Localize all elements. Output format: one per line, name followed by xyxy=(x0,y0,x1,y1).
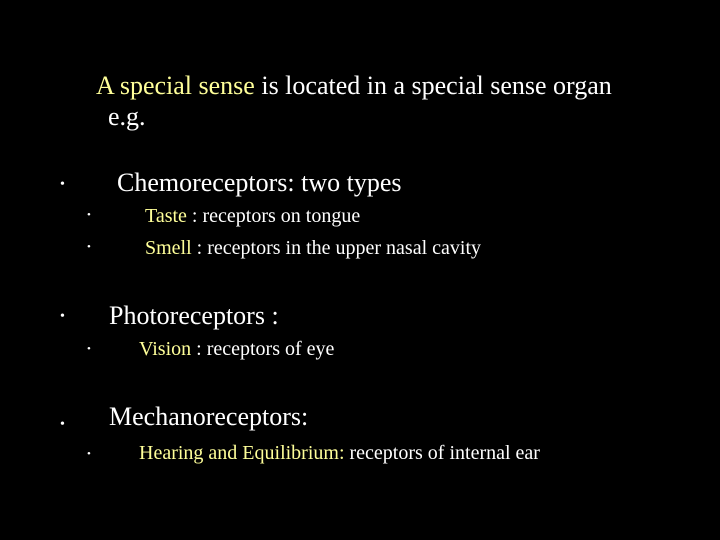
desc-taste: : receptors on tongue xyxy=(186,205,361,227)
desc-smell: : receptors in the upper nasal cavity xyxy=(191,237,482,259)
intro-line-2: e.g. xyxy=(108,102,146,131)
heading-chemoreceptors: Chemoreceptors: two types xyxy=(117,168,402,197)
bullet-icon: • xyxy=(60,177,65,192)
term-taste: Taste xyxy=(145,205,187,227)
intro-line-1 xyxy=(96,73,612,99)
sub-item-hearing xyxy=(139,443,540,463)
bullet-icon: • xyxy=(87,241,91,253)
bullet-icon: • xyxy=(87,448,91,460)
bullet-icon: • xyxy=(87,343,91,355)
term-vision: Vision xyxy=(139,338,192,360)
sub-item-smell xyxy=(145,238,481,258)
desc-vision: : receptors of eye xyxy=(191,338,335,360)
bullet-icon: • xyxy=(60,309,65,324)
intro-highlight: A special sense xyxy=(96,71,255,100)
intro-text: is located in a special sense organ xyxy=(254,71,612,100)
term-hearing-equilibrium: Hearing and Equilibrium: xyxy=(139,442,345,464)
term-smell: Smell xyxy=(145,237,192,259)
bullet-icon: • xyxy=(87,209,91,221)
desc-hearing: receptors of internal ear xyxy=(344,442,540,464)
heading-mechanoreceptors: Mechanoreceptors: xyxy=(109,402,309,431)
sub-item-taste xyxy=(145,206,360,226)
heading-photoreceptors: Photoreceptors : xyxy=(109,301,279,330)
bullet-icon: • xyxy=(60,417,65,432)
sub-item-vision xyxy=(139,339,334,359)
